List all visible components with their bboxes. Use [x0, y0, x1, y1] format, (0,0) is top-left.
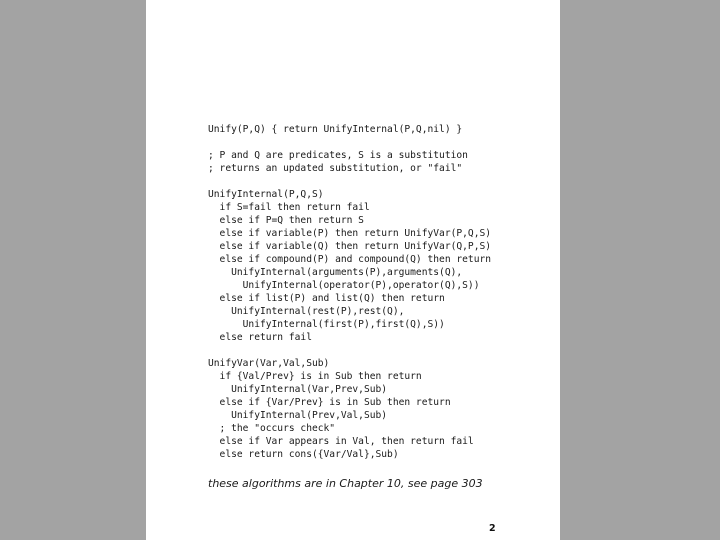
code-line: UnifyInternal(arguments(P),arguments(Q), [208, 267, 463, 278]
code-line: UnifyVar(Var,Val,Sub) [208, 358, 330, 369]
blank-line [208, 175, 491, 188]
code-line: UnifyInternal(Prev,Val,Sub) [208, 410, 388, 421]
code-line: else return fail [208, 332, 312, 343]
code-line: Unify(P,Q) { return UnifyInternal(P,Q,nil) } [208, 124, 463, 135]
code-line: else if variable(Q) then return UnifyVar(Q,P,S) [208, 241, 492, 252]
pseudocode-block [208, 123, 491, 461]
code-line: ; P and Q are predicates, S is a substitution [208, 150, 468, 161]
code-line: else if {Var/Prev} is in Sub then return [208, 397, 451, 408]
code-line: ; returns an updated substitution, or "fail" [208, 163, 463, 174]
code-line: else if Var appears in Val, then return fail [208, 436, 474, 447]
page-number: 2 [489, 523, 496, 534]
code-line: UnifyInternal(rest(P),rest(Q), [208, 306, 405, 317]
code-line: ; the "occurs check" [208, 423, 336, 434]
code-line: UnifyInternal(P,Q,S) [208, 189, 324, 200]
blank-line [208, 344, 491, 357]
blank-line [208, 136, 491, 149]
caption-text: these algorithms are in Chapter 10, see page 303 [208, 477, 483, 490]
code-line: else if P=Q then return S [208, 215, 364, 226]
code-line: UnifyInternal(first(P),first(Q),S)) [208, 319, 445, 330]
document-page [146, 0, 560, 540]
code-line: else return cons({Var/Val},Sub) [208, 449, 399, 460]
code-line: UnifyInternal(Var,Prev,Sub) [208, 384, 388, 395]
code-line: else if variable(P) then return UnifyVar(P,Q,S) [208, 228, 492, 239]
code-line: if S=fail then return fail [208, 202, 370, 213]
code-line: else if list(P) and list(Q) then return [208, 293, 445, 304]
code-line: if {Val/Prev} is in Sub then return [208, 371, 422, 382]
code-line: UnifyInternal(operator(P),operator(Q),S)) [208, 280, 480, 291]
code-line: else if compound(P) and compound(Q) then return [208, 254, 492, 265]
